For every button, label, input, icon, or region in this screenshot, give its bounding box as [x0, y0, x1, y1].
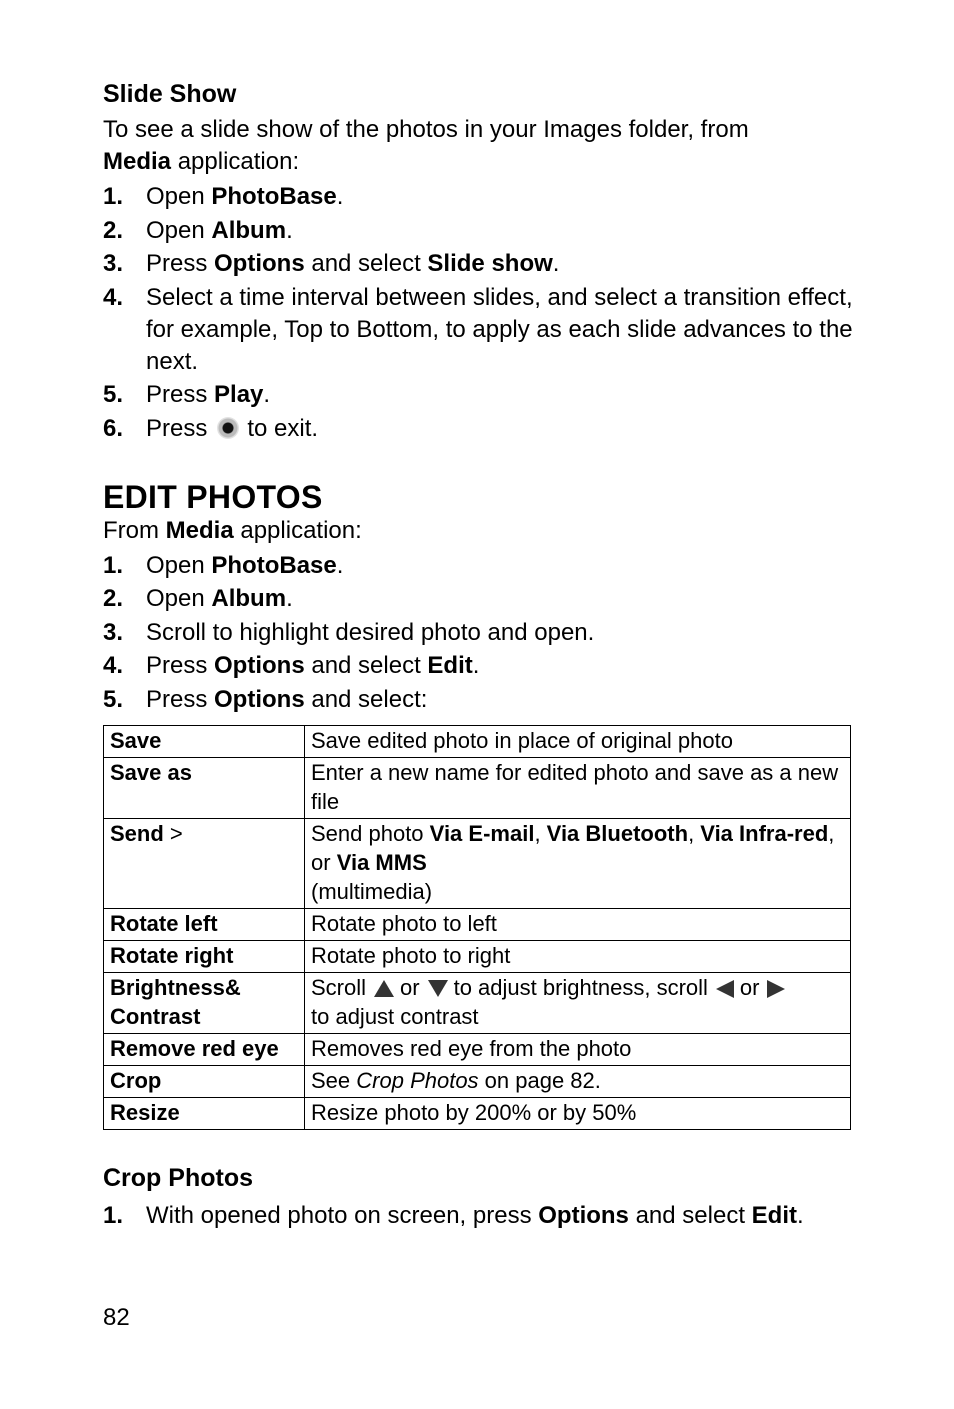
edit-photos-steps [103, 550, 853, 716]
edit-photos-intro: From Media application: [103, 516, 362, 544]
option-key: Brightness& Contrast [104, 972, 305, 1033]
edit-photos-heading: EDIT PHOTOS [103, 478, 323, 515]
list-item: 5. Press Options and select: [103, 685, 428, 713]
table-row [104, 908, 851, 940]
table-row [104, 725, 851, 757]
page-number: 82 [103, 1304, 130, 1331]
option-key: Crop [104, 1065, 305, 1097]
option-key: Send > [104, 818, 305, 908]
arrow-down-icon [428, 980, 448, 997]
table-row [104, 818, 851, 908]
slide-show-steps [103, 181, 853, 445]
option-desc: Removes red eye from the photo [305, 1033, 851, 1065]
edit-options-table [103, 725, 851, 1130]
option-key: Rotate right [104, 940, 305, 972]
option-key: Save as [104, 757, 305, 818]
arrow-right-icon [767, 980, 785, 998]
list-item: 4. Select a time interval between slides, and select a transition effect, for example, Top to Bottom, to apply as each slide advances to the next. [103, 283, 853, 375]
list-item: 1. Open PhotoBase. [103, 551, 344, 579]
option-desc: Scroll or to adjust brightness, scroll or to adjust contrast [305, 972, 851, 1033]
list-item: 1. With opened photo on screen, press Options and select Edit. [103, 1201, 804, 1229]
table-row [104, 1065, 851, 1097]
option-desc: See Crop Photos on page 82. [305, 1065, 851, 1097]
arrow-left-icon [716, 980, 734, 998]
crop-photos-heading: Crop Photos [103, 1163, 253, 1192]
option-desc: Send photo Via E-mail, Via Bluetooth, Via Infra-red, or Via MMS (multimedia) [305, 818, 851, 908]
list-item: 3. Press Options and select Slide show. [103, 250, 560, 277]
table-row [104, 1097, 851, 1129]
table-row [104, 940, 851, 972]
table-row [104, 757, 851, 818]
crop-photos-steps [103, 1200, 853, 1232]
list-item: 5. Press Play. [103, 381, 271, 408]
option-desc: Rotate photo to right [305, 940, 851, 972]
option-key: Remove red eye [104, 1033, 305, 1065]
option-key: Save [104, 725, 305, 757]
list-item: 2. Open Album. [103, 585, 293, 612]
option-desc: Enter a new name for edited photo and save as a new file [305, 757, 851, 818]
option-key: Rotate left [104, 908, 305, 940]
list-item: 6. Press to exit. [103, 414, 319, 442]
option-desc: Rotate photo to left [305, 908, 851, 940]
option-desc: Save edited photo in place of original photo [305, 725, 851, 757]
manual-page [103, 78, 853, 1233]
list-item: 3. Scroll to highlight desired photo and open. [103, 618, 595, 646]
table-row [104, 1033, 851, 1065]
list-item: 2. Open Album. [103, 216, 293, 244]
option-key: Resize [104, 1097, 305, 1129]
option-desc: Resize photo by 200% or by 50% [305, 1097, 851, 1129]
end-key-icon [217, 417, 239, 439]
list-item: 4. Press Options and select Edit. [103, 652, 480, 679]
table-row [104, 972, 851, 1033]
arrow-up-icon [374, 980, 394, 997]
slide-show-intro: To see a slide show of the photos in your Images folder, from Media application: [103, 116, 749, 175]
list-item: 1. Open PhotoBase. [103, 183, 344, 210]
slide-show-heading: Slide Show [103, 80, 237, 108]
